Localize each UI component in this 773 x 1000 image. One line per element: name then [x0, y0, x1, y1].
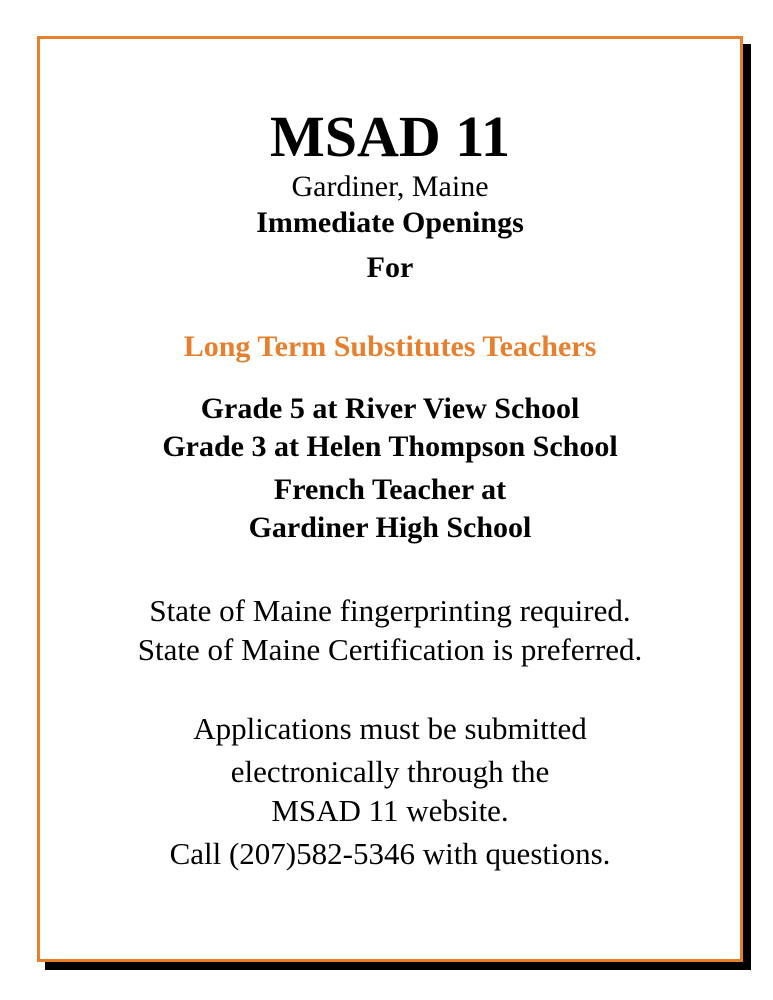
district-title: MSAD 11 — [269, 104, 511, 169]
position-item: Gardiner High School — [248, 511, 532, 544]
position-type: Long Term Substitutes Teachers — [183, 330, 597, 363]
requirement-item: State of Maine Certification is preferred. — [137, 632, 643, 667]
location-text: Gardiner, Maine — [291, 170, 489, 203]
position-item: Grade 3 at Helen Thompson School — [162, 430, 618, 463]
position-item: French Teacher at — [273, 473, 507, 506]
for-heading: For — [366, 251, 414, 284]
contact-line: Call (207)582-5346 with questions. — [169, 836, 611, 871]
openings-heading: Immediate Openings — [256, 206, 524, 239]
application-line: Applications must be submitted — [193, 711, 587, 746]
application-line: MSAD 11 website. — [271, 793, 509, 828]
requirement-item: State of Maine fingerprinting required. — [149, 593, 631, 628]
job-flyer — [37, 36, 743, 962]
application-line: electronically through the — [230, 754, 550, 789]
position-item: Grade 5 at River View School — [200, 392, 580, 425]
